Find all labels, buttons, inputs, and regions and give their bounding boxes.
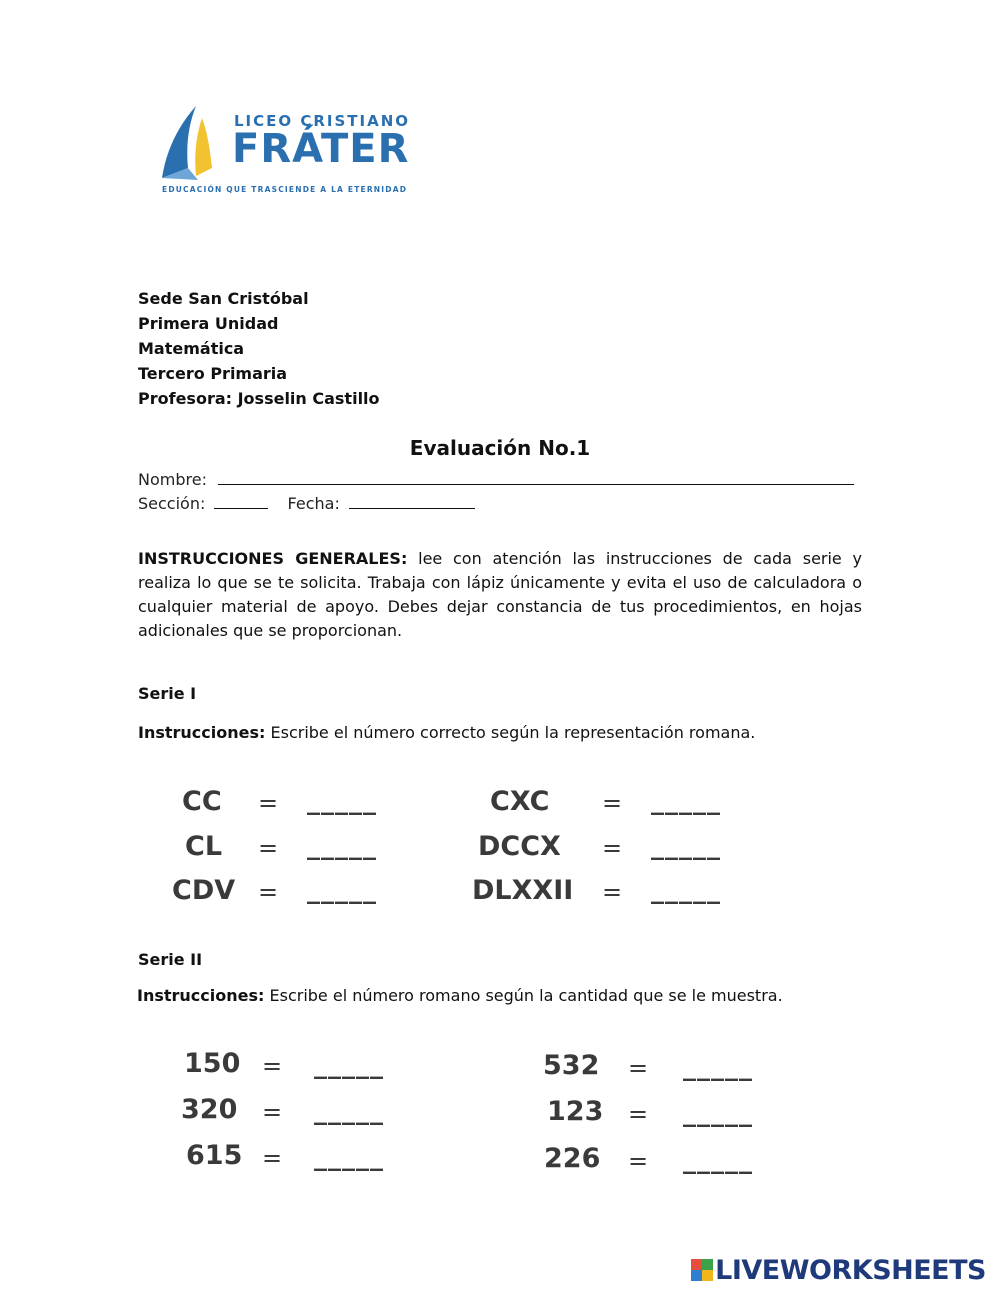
serie1-instructions (138, 723, 755, 742)
serie2-right-2: 123 (547, 1096, 604, 1127)
seccion-field[interactable] (214, 494, 268, 509)
serie2-left-3: 615 (186, 1140, 243, 1171)
serie1-instr-label: Instrucciones: (138, 723, 266, 742)
equals-sign: = (628, 1054, 649, 1082)
general-instructions (138, 547, 862, 643)
answer-blank[interactable]: _____ (307, 786, 377, 816)
equals-sign: = (262, 1098, 283, 1126)
seccion-fecha-row (138, 494, 475, 513)
serie1-left-2: CL (185, 831, 223, 862)
answer-blank[interactable]: _____ (307, 875, 377, 905)
answer-blank[interactable]: _____ (683, 1098, 753, 1128)
answer-blank[interactable]: _____ (683, 1145, 753, 1175)
equals-sign: = (262, 1052, 283, 1080)
equals-sign: = (258, 789, 279, 817)
serie1-right-3: DLXXII (472, 875, 574, 906)
answer-blank[interactable]: _____ (314, 1050, 384, 1080)
answer-blank[interactable]: _____ (314, 1142, 384, 1172)
serie2-right-1: 532 (543, 1050, 600, 1081)
answer-blank[interactable]: _____ (307, 831, 377, 861)
sail-icon (158, 106, 228, 186)
equals-sign: = (602, 878, 623, 906)
fecha-field[interactable] (349, 494, 475, 509)
serie1-instr-text: Escribe el número correcto según la representación romana. (265, 723, 756, 742)
serie2-instructions (137, 986, 783, 1005)
answer-blank[interactable]: _____ (651, 786, 721, 816)
serie2-instr-label: Instrucciones: (137, 986, 265, 1005)
fecha-label: Fecha: (287, 494, 340, 513)
serie1-right-1: CXC (490, 786, 550, 817)
grado-text: Tercero Primaria (138, 364, 288, 383)
nombre-label: Nombre: (138, 470, 207, 489)
serie2-left-2: 320 (181, 1094, 238, 1125)
nombre-field[interactable] (218, 470, 854, 485)
liveworksheets-badge-icon (691, 1259, 713, 1281)
logo-tagline: EDUCACIÓN QUE TRASCIENDE A LA ETERNIDAD (162, 185, 408, 194)
unidad-text: Primera Unidad (138, 314, 279, 333)
answer-blank[interactable]: _____ (683, 1052, 753, 1082)
answer-blank[interactable]: _____ (314, 1096, 384, 1126)
materia-text: Matemática (138, 339, 245, 358)
logo-line2: FRÁTER (232, 126, 410, 172)
equals-sign: = (628, 1147, 649, 1175)
serie1-left-1: CC (182, 786, 222, 817)
liveworksheets-logo[interactable] (691, 1253, 986, 1287)
equals-sign: = (258, 834, 279, 862)
serie2-right-3: 226 (544, 1143, 601, 1174)
page-title: Evaluación No.1 (409, 436, 591, 460)
equals-sign: = (602, 834, 623, 862)
serie2-title: Serie II (138, 950, 203, 969)
school-logo (158, 100, 418, 200)
sede-text: Sede San Cristóbal (138, 289, 309, 308)
profesora-text: Profesora: Josselin Castillo (138, 389, 380, 408)
equals-sign: = (258, 878, 279, 906)
serie1-left-3: CDV (172, 875, 236, 906)
equals-sign: = (262, 1144, 283, 1172)
serie2-instr-text: Escribe el número romano según la cantidad que se le muestra. (264, 986, 783, 1005)
equals-sign: = (602, 789, 623, 817)
answer-blank[interactable]: _____ (651, 875, 721, 905)
serie2-left-1: 150 (184, 1048, 241, 1079)
logo-line1: LICEO CRISTIANO (234, 112, 411, 130)
nombre-row (138, 470, 854, 489)
serie1-title: Serie I (138, 684, 197, 703)
seccion-label: Sección: (138, 494, 206, 513)
header-info (138, 286, 380, 411)
serie1-right-2: DCCX (478, 831, 561, 862)
general-instructions-text: lee con atención las instrucciones de cada serie y realiza lo que se te solicita. Trabaja con lápiz únicamente y evita el uso de calculadora o cualquier material de apoyo. Debes dejar constancia de tus procedimientos, en hojas adicionales que se proporcionan. (138, 549, 862, 640)
answer-blank[interactable]: _____ (651, 831, 721, 861)
liveworksheets-text: LIVEWORKSHEETS (715, 1254, 986, 1286)
general-instructions-label: INSTRUCCIONES GENERALES: (138, 549, 408, 568)
equals-sign: = (628, 1100, 649, 1128)
